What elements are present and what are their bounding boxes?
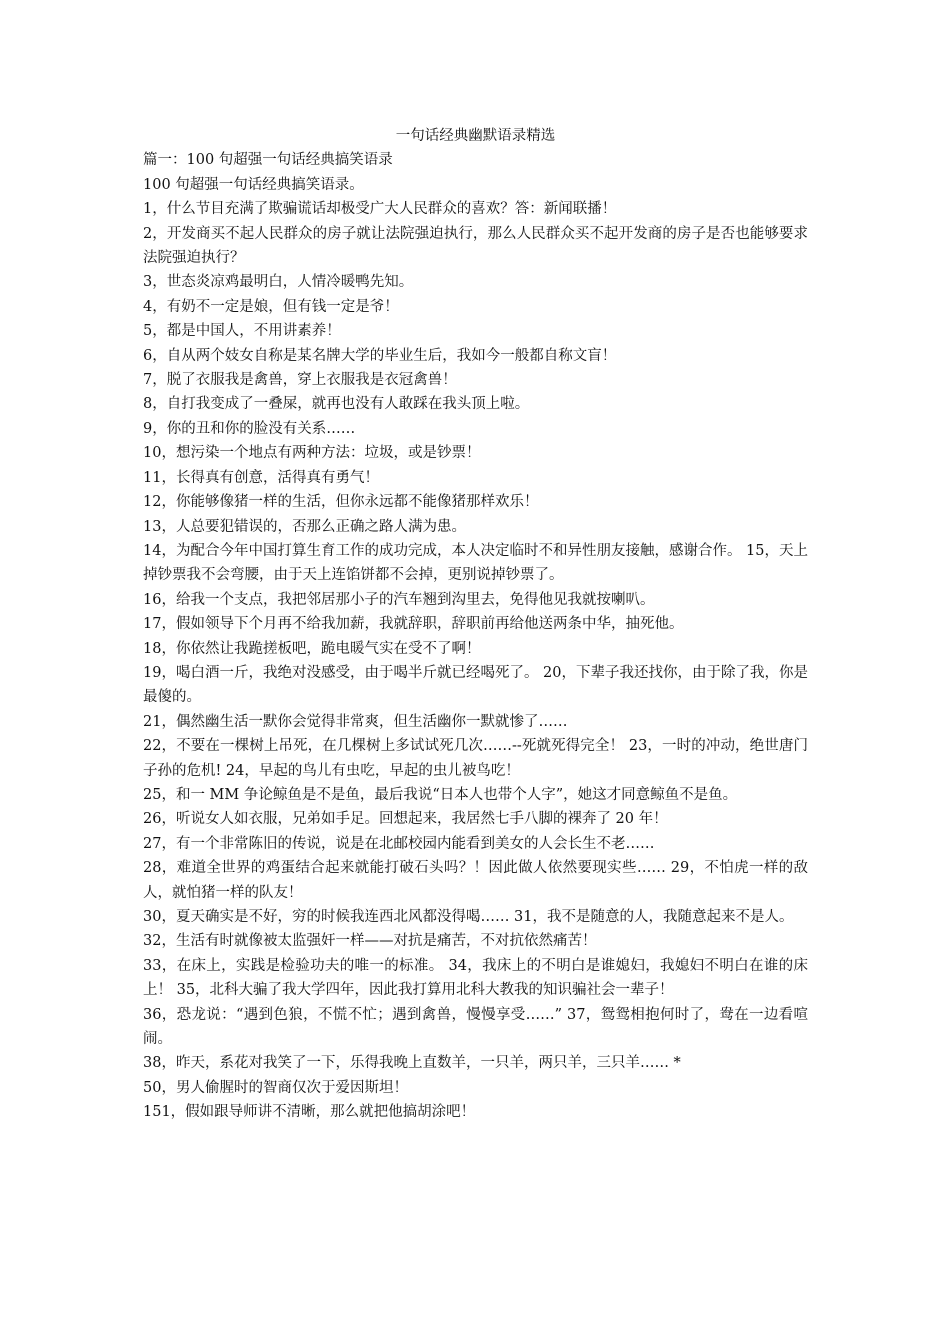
paragraph: 8，自打我变成了一叠屎，就再也没有人敢踩在我头顶上啦。	[143, 396, 530, 413]
paragraph: 篇一：100 句超强一句话经典搞笑语录	[143, 152, 393, 169]
paragraph: 28，难道全世界的鸡蛋结合起来就能打破石头吗？！因此做人依然要现实些…… 29，不怕虎一样的敌人，就怕猪一样的队友！	[143, 860, 808, 901]
paragraph: 17，假如领导下个月再不给我加薪，我就辞职，辞职前再给他送两条中华，抽死他。	[143, 616, 684, 633]
document-body	[143, 148, 808, 1124]
document-title: 一句话经典幽默语录精选	[395, 128, 556, 144]
paragraph: 11，长得真有创意，活得真有勇气！	[143, 469, 379, 486]
paragraph: 6，自从两个妓女自称是某名牌大学的毕业生后，我如今一般都自称文盲！	[143, 347, 617, 364]
paragraph: 33，在床上，实践是检验功夫的唯一的标准。 34，我床上的不明白是谁媳妇，我媳妇不明白在谁的床上！ 35，北科大骗了我大学四年，因此我打算用北科大教我的知识骗社会一辈子！	[143, 957, 808, 999]
paragraph: 18，你依然让我跪搓板吧，跪电暖气实在受不了啊！	[143, 640, 481, 657]
paragraph: 50，男人偷腥时的智商仅次于爱因斯坦！	[143, 1079, 408, 1096]
paragraph: 10，想污染一个地点有两种方法：垃圾，或是钞票！	[143, 445, 481, 462]
paragraph: 7，脱了衣服我是禽兽，穿上衣服我是衣冠禽兽！	[143, 372, 457, 389]
paragraph: 38，昨天，系花对我笑了一下，乐得我晚上直数羊，一只羊，两只羊，三只羊…… *	[143, 1055, 681, 1072]
paragraph: 4，有奶不一定是娘，但有钱一定是爷！	[143, 298, 399, 315]
paragraph: 26，听说女人如衣服，兄弟如手足。回想起来，我居然七手八脚的裸奔了 20 年！	[143, 811, 668, 828]
paragraph: 27，有一个非常陈旧的传说，说是在北邮校园内能看到美女的人会长生不老……	[143, 835, 655, 852]
paragraph: 1，什么节目充满了欺骗谎话却极受广大人民群众的喜欢？答：新闻联播！	[143, 201, 617, 218]
paragraph: 21，偶然幽生活一默你会觉得非常爽，但生活幽你一默就惨了……	[143, 713, 568, 730]
paragraph: 151，假如跟导师讲不清晰，那么就把他搞胡涂吧！	[143, 1104, 476, 1121]
paragraph: 16，给我一个支点，我把邻居那小子的汽车翘到沟里去，免得他见我就按喇叭。	[143, 591, 655, 608]
paragraph: 3，世态炎凉鸡最明白，人情冷暖鸭先知。	[143, 274, 414, 291]
paragraph: 36，恐龙说：“遇到色狼，不慌不忙；遇到禽兽，慢慢享受……” 37，鸳鸳相抱何时了，鸯在一边看喧闹。	[143, 1006, 808, 1048]
paragraph: 25，和一 MM 争论鲸鱼是不是鱼，最后我说“日本人也带个人字”，她这才同意鲸鱼不是鱼。	[143, 786, 738, 803]
paragraph: 5，都是中国人，不用讲素养！	[143, 323, 341, 340]
document-page	[143, 124, 808, 1125]
paragraph: 30，夏天确实是不好，穷的时候我连西北风都没得喝…… 31，我不是随意的人，我随意起来不是人。	[143, 909, 794, 925]
paragraph: 9，你的丑和你的脸没有关系……	[143, 420, 356, 437]
paragraph: 12，你能够像猪一样的生活，但你永远都不能像猪那样欢乐！	[143, 494, 539, 511]
paragraph: 19，喝白酒一斤，我绝对没感受，由于喝半斤就已经喝死了。 20，下辈子我还找你，由于除了我，你是最傻的。	[143, 664, 809, 706]
paragraph: 2，开发商买不起人民群众的房子就让法院强迫执行，那么人民群众买不起开发商的房子是否也能够要求法院强迫执行？	[143, 225, 808, 267]
paragraph: 13，人总要犯错误的，否那么正确之路人满为患。	[143, 518, 466, 535]
paragraph: 32，生活有时就像被太监强奸一样——对抗是痛苦，不对抗依然痛苦！	[143, 933, 597, 950]
paragraph: 14，为配合今年中国打算生育工作的成功完成，本人决定临时不和异性朋友接触，感谢合作。 15，天上掉钞票我不会弯腰，由于天上连馅饼都不会掉，更别说掉钞票了。	[143, 542, 809, 584]
paragraph: 100 句超强一句话经典搞笑语录。	[143, 176, 364, 193]
paragraph: 22，不要在一棵树上吊死，在几棵树上多试试死几次……--死就死得完全！ 23，一时的冲动，绝世唐门子孙的危机! 24，早起的鸟儿有虫吃，早起的虫儿被鸟吃！	[143, 738, 808, 779]
